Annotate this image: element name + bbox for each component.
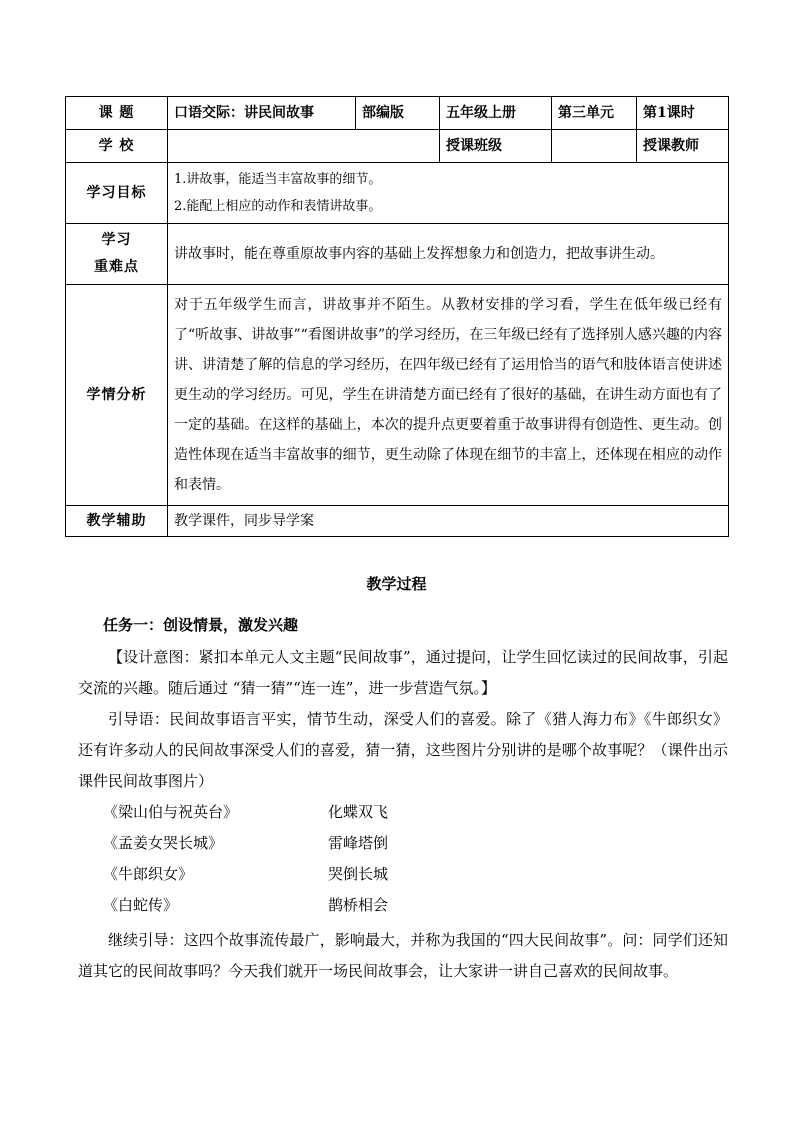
story-name: 《孟姜女哭长城》: [103, 834, 224, 852]
story-scene: 鹊桥相会: [328, 896, 389, 914]
edition: 部编版: [356, 97, 440, 130]
teacher-label: 授课教师: [637, 130, 729, 163]
list-item: [103, 828, 503, 859]
goals-cell: [168, 163, 729, 224]
goal-item: 1.讲故事，能适当丰富故事的细节。: [174, 172, 382, 187]
table-row: [66, 224, 729, 285]
table-row: [66, 285, 729, 506]
keypoints-text: 讲故事时，能在尊重原故事内容的基础上发挥想象力和创造力，把故事讲生动。: [168, 224, 729, 285]
list-item: [103, 890, 503, 921]
table-row: [66, 130, 729, 163]
goal-item: 2.能配上相应的动作和表情讲故事。: [174, 199, 382, 214]
school-value: [168, 130, 440, 163]
lesson-number: 第1课时: [637, 97, 729, 130]
table-row: [66, 163, 729, 224]
keypoints-label: [66, 224, 168, 285]
lesson-plan-table: [65, 96, 729, 537]
story-scene: 化蝶双飞: [328, 803, 389, 821]
story-name: 《白蛇传》: [103, 896, 179, 914]
analysis-label: 学情分析: [66, 285, 168, 506]
story-name: 《牛郎织女》: [103, 865, 194, 883]
task1-heading: 任务一：创设情景，激发兴趣: [103, 616, 299, 634]
table-row: [66, 506, 729, 537]
aids-label: 教学辅助: [66, 506, 168, 537]
course-label: 课 题: [66, 97, 168, 130]
process-title: 教学过程: [366, 575, 427, 593]
grade: 五年级上册: [440, 97, 552, 130]
story-scene: 雷峰塔倒: [328, 834, 389, 852]
design-intent-paragraph: 【设计意图：紧扣本单元人文主题“民间故事”，通过提问，让学生回忆读过的民间故事，引起交流的兴趣。随后通过 “猜一猜”“连一连”，进一步营造气氛。】: [78, 648, 728, 697]
follow-paragraph: 继续引导：这四个故事流传最广，影响最大，并称为我国的“四大民间故事”。问：同学们还知道其它的民间故事吗？今天我们就开一场民间故事会，让大家讲一讲自己喜欢的民间故事。: [78, 931, 728, 980]
analysis-text: 对于五年级学生而言，讲故事并不陌生。从教材安排的学习看，学生在低年级已经有了“听故事、讲故事”“看图讲故事”的学习经历，在三年级已经有了选择别人感兴趣的内容讲、讲清楚了解的信息的学习经历，在四年级已经有了运用恰当的语气和肢体语言使讲述更生动的学习经历。可见，学生在讲清楚方面已经有了很好的基础，在讲生动方面也有了一定的基础。在这样的基础上，本次的提升点更要着重于故事讲得有创造性、更生动。创造性体现在适当丰富故事的细节，更生动除了体现在细节的丰富上，还体现在相应的动作和表情。: [168, 285, 729, 506]
keypoints-label-line2: 重难点: [94, 259, 139, 275]
lead-paragraph: 引导语：民间故事语言平实，情节生动，深受人们的喜爱。除了《猎人海力布》《牛郎织女》还有许多动人的民间故事深受人们的喜爱，猜一猜，这些图片分别讲的是哪个故事呢？（课件出示课件民间故事图片）: [78, 710, 728, 790]
story-match-list: [103, 797, 503, 921]
goals-label: 学习目标: [66, 163, 168, 224]
aids-text: 教学课件，同步导学案: [168, 506, 729, 537]
keypoints-label-line1: 学习: [101, 232, 132, 248]
class-value: [552, 130, 637, 163]
table-row: [66, 97, 729, 130]
unit: 第三单元: [552, 97, 637, 130]
course-title: 口语交际：讲民间故事: [168, 97, 356, 130]
story-scene: 哭倒长城: [328, 865, 389, 883]
story-name: 《梁山伯与祝英台》: [103, 803, 239, 821]
school-label: 学 校: [66, 130, 168, 163]
list-item: [103, 797, 503, 828]
list-item: [103, 859, 503, 890]
class-label: 授课班级: [440, 130, 552, 163]
